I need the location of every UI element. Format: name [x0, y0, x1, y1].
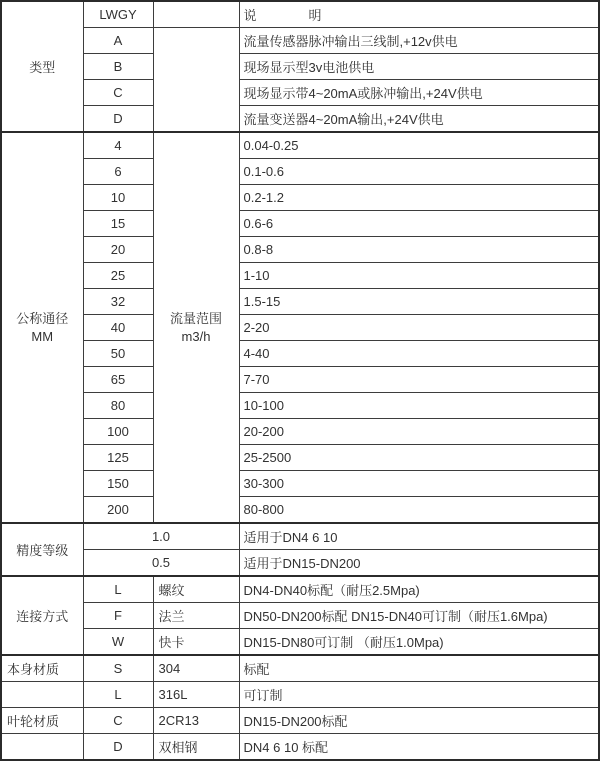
material-code-cell: D	[83, 734, 153, 761]
material-name-cell: 304	[153, 655, 239, 682]
type-desc-cell: 现场显示型3v电池供电	[239, 54, 599, 80]
diameter-row	[1, 185, 599, 211]
dn-cell: 40	[83, 315, 153, 341]
diameter-row	[1, 445, 599, 471]
diameter-row	[1, 341, 599, 367]
flow-range-label-line1: 流量范围	[169, 310, 222, 326]
type-row-d	[1, 106, 599, 133]
type-row-b	[1, 54, 599, 80]
diameter-row	[1, 471, 599, 497]
range-cell: 20-200	[239, 419, 599, 445]
type-desc-cell: 现场显示带4~20mA或脉冲输出,+24V供电	[239, 80, 599, 106]
material-code-cell: C	[83, 708, 153, 734]
diameter-row	[1, 237, 599, 263]
dn-cell: 15	[83, 211, 153, 237]
connection-code-cell: W	[83, 629, 153, 656]
dn-cell: 50	[83, 341, 153, 367]
impeller-material-row	[1, 708, 599, 734]
dn-cell: 200	[83, 497, 153, 524]
type-desc-cell: 流量变送器4~20mA输出,+24V供电	[239, 106, 599, 133]
range-cell: 7-70	[239, 367, 599, 393]
flow-range-label-cell	[153, 132, 239, 523]
diameter-row	[1, 159, 599, 185]
diameter-row	[1, 211, 599, 237]
range-cell: 0.1-0.6	[239, 159, 599, 185]
accuracy-row	[1, 550, 599, 577]
section-label-accuracy: 精度等级	[1, 523, 83, 576]
description-title-cell: 说 明	[239, 1, 599, 28]
diameter-label-line1: 公称通径	[16, 310, 69, 326]
connection-name-cell: 螺纹	[153, 576, 239, 603]
flow-range-label-line2: m3/h	[181, 328, 211, 344]
section-label-connection: 连接方式	[1, 576, 83, 655]
empty-label-cell	[1, 682, 83, 708]
material-code-cell: S	[83, 655, 153, 682]
body-material-row	[1, 655, 599, 682]
range-cell: 0.8-8	[239, 237, 599, 263]
header-row	[1, 1, 599, 28]
dn-cell: 32	[83, 289, 153, 315]
section-label-diameter	[1, 132, 83, 523]
section-label-type: 类型	[1, 1, 83, 132]
accuracy-desc-cell: 适用于DN15-DN200	[239, 550, 599, 577]
connection-desc-cell: DN15-DN80可订制 （耐压1.0Mpa)	[239, 629, 599, 656]
connection-code-cell: F	[83, 603, 153, 629]
dn-cell: 25	[83, 263, 153, 289]
type-row-c	[1, 80, 599, 106]
dn-cell: 10	[83, 185, 153, 211]
diameter-row	[1, 263, 599, 289]
diameter-row	[1, 393, 599, 419]
range-cell: 0.2-1.2	[239, 185, 599, 211]
range-cell: 0.6-6	[239, 211, 599, 237]
connection-row	[1, 603, 599, 629]
section-label-body-material: 本身材质	[1, 655, 83, 682]
dn-cell: 6	[83, 159, 153, 185]
range-cell: 0.04-0.25	[239, 132, 599, 159]
connection-name-cell: 快卡	[153, 629, 239, 656]
diameter-row	[1, 132, 599, 159]
range-cell: 2-20	[239, 315, 599, 341]
dn-cell: 80	[83, 393, 153, 419]
type-mid-empty-cell	[153, 28, 239, 133]
connection-row	[1, 576, 599, 603]
model-code-cell: LWGY	[83, 1, 153, 28]
range-cell: 25-2500	[239, 445, 599, 471]
material-desc-cell: DN15-DN200标配	[239, 708, 599, 734]
material-desc-cell: 标配	[239, 655, 599, 682]
connection-desc-cell: DN4-DN40标配（耐压2.5Mpa)	[239, 576, 599, 603]
dn-cell: 100	[83, 419, 153, 445]
connection-desc-cell: DN50-DN200标配 DN15-DN40可订制（耐压1.6Mpa)	[239, 603, 599, 629]
accuracy-value-cell: 1.0	[83, 523, 239, 550]
type-code-cell: A	[83, 28, 153, 54]
diameter-row	[1, 497, 599, 524]
material-name-cell: 双相钢	[153, 734, 239, 761]
dn-cell: 65	[83, 367, 153, 393]
accuracy-value-cell: 0.5	[83, 550, 239, 577]
range-cell: 80-800	[239, 497, 599, 524]
section-label-impeller-material: 叶轮材质	[1, 708, 83, 734]
empty-label-cell	[1, 734, 83, 761]
range-cell: 10-100	[239, 393, 599, 419]
material-name-cell: 316L	[153, 682, 239, 708]
body-material-row	[1, 682, 599, 708]
type-desc-cell: 流量传感器脉冲输出三线制,+12v供电	[239, 28, 599, 54]
connection-code-cell: L	[83, 576, 153, 603]
connection-name-cell: 法兰	[153, 603, 239, 629]
range-cell: 1.5-15	[239, 289, 599, 315]
accuracy-row	[1, 523, 599, 550]
dn-cell: 20	[83, 237, 153, 263]
material-desc-cell: 可订制	[239, 682, 599, 708]
diameter-row	[1, 289, 599, 315]
accuracy-desc-cell: 适用于DN4 6 10	[239, 523, 599, 550]
type-code-cell: B	[83, 54, 153, 80]
material-desc-cell: DN4 6 10 标配	[239, 734, 599, 761]
header-empty-cell	[153, 1, 239, 28]
dn-cell: 150	[83, 471, 153, 497]
diameter-row	[1, 367, 599, 393]
range-cell: 30-300	[239, 471, 599, 497]
impeller-material-row	[1, 734, 599, 761]
range-cell: 4-40	[239, 341, 599, 367]
diameter-label-line2: MM	[31, 328, 54, 344]
material-name-cell: 2CR13	[153, 708, 239, 734]
dn-cell: 125	[83, 445, 153, 471]
type-row-a	[1, 28, 599, 54]
type-code-cell: C	[83, 80, 153, 106]
diameter-row	[1, 419, 599, 445]
diameter-row	[1, 315, 599, 341]
type-code-cell: D	[83, 106, 153, 133]
connection-row	[1, 629, 599, 656]
range-cell: 1-10	[239, 263, 599, 289]
dn-cell: 4	[83, 132, 153, 159]
material-code-cell: L	[83, 682, 153, 708]
